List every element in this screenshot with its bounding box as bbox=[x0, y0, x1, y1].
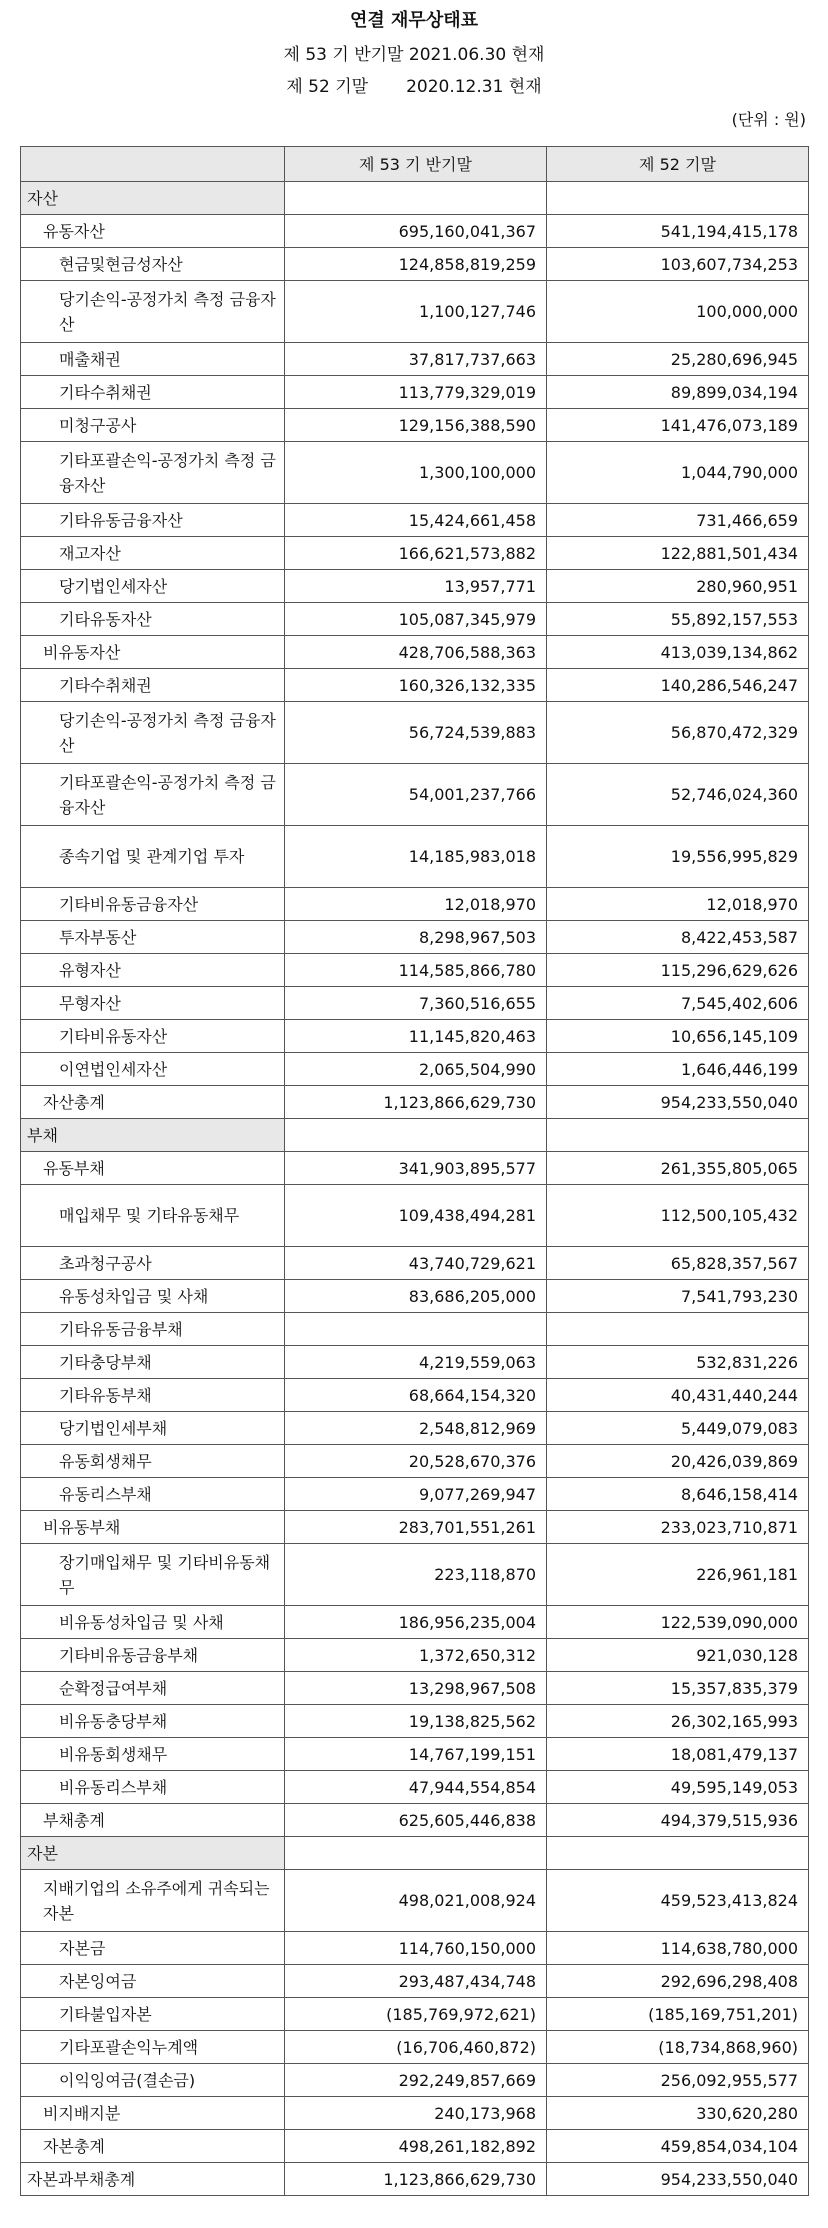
account-label: 기타비유동자산 bbox=[21, 1020, 285, 1053]
prior-period-value: 256,092,955,577 bbox=[547, 2064, 809, 2097]
prior-period-value: 122,881,501,434 bbox=[547, 537, 809, 570]
current-period-value: 113,779,329,019 bbox=[285, 376, 547, 409]
current-period-value: 625,605,446,838 bbox=[285, 1804, 547, 1837]
current-period-value bbox=[285, 182, 547, 215]
account-label: 장기매입채무 및 기타비유동채무 bbox=[21, 1544, 285, 1606]
account-label: 기타비유동금융자산 bbox=[21, 888, 285, 921]
current-period-value: 68,664,154,320 bbox=[285, 1379, 547, 1412]
prior-period-value: (185,169,751,201) bbox=[547, 1998, 809, 2031]
account-label: 유동성차입금 및 사채 bbox=[21, 1280, 285, 1313]
table-row bbox=[21, 1412, 809, 1445]
current-period-value bbox=[285, 1837, 547, 1870]
prior-period-value: 541,194,415,178 bbox=[547, 215, 809, 248]
account-label: 매입채무 및 기타유동채무 bbox=[21, 1185, 285, 1247]
table-row bbox=[21, 281, 809, 343]
prior-period-value: 40,431,440,244 bbox=[547, 1379, 809, 1412]
account-label: 순확정급여부채 bbox=[21, 1672, 285, 1705]
account-label: 부채총계 bbox=[21, 1804, 285, 1837]
prior-period-value: 7,541,793,230 bbox=[547, 1280, 809, 1313]
current-period-value: 105,087,345,979 bbox=[285, 603, 547, 636]
current-period-value: 13,957,771 bbox=[285, 570, 547, 603]
current-period-value: 14,185,983,018 bbox=[285, 826, 547, 888]
account-label: 유동회생채무 bbox=[21, 1445, 285, 1478]
current-period-value: 1,300,100,000 bbox=[285, 442, 547, 504]
account-label: 미청구공사 bbox=[21, 409, 285, 442]
table-row bbox=[21, 921, 809, 954]
prior-period-date: 2020.12.31 현재 bbox=[406, 77, 542, 97]
table-row bbox=[21, 537, 809, 570]
current-period-value: 1,372,650,312 bbox=[285, 1639, 547, 1672]
account-label: 비유동회생채무 bbox=[21, 1738, 285, 1771]
current-period-value: 20,528,670,376 bbox=[285, 1445, 547, 1478]
prior-period-value: 233,023,710,871 bbox=[547, 1511, 809, 1544]
current-period-value: 15,424,661,458 bbox=[285, 504, 547, 537]
current-period-value: 9,077,269,947 bbox=[285, 1478, 547, 1511]
account-label: 비유동자산 bbox=[21, 636, 285, 669]
current-period-value: 83,686,205,000 bbox=[285, 1280, 547, 1313]
account-label: 부채 bbox=[21, 1119, 285, 1152]
table-row bbox=[21, 1998, 809, 2031]
table-row bbox=[21, 2097, 809, 2130]
account-label: 당기법인세부채 bbox=[21, 1412, 285, 1445]
prior-period-value: 26,302,165,993 bbox=[547, 1705, 809, 1738]
account-label: 기타포괄손익누계액 bbox=[21, 2031, 285, 2064]
current-period-value: 47,944,554,854 bbox=[285, 1771, 547, 1804]
current-period-value: 8,298,967,503 bbox=[285, 921, 547, 954]
prior-period-value: 140,286,546,247 bbox=[547, 669, 809, 702]
table-row bbox=[21, 2031, 809, 2064]
current-period-value: 428,706,588,363 bbox=[285, 636, 547, 669]
current-period-value: 14,767,199,151 bbox=[285, 1738, 547, 1771]
prior-period-value: 459,854,034,104 bbox=[547, 2130, 809, 2163]
account-label: 자산 bbox=[21, 182, 285, 215]
prior-period-value: 65,828,357,567 bbox=[547, 1247, 809, 1280]
table-row bbox=[21, 570, 809, 603]
table-row bbox=[21, 1247, 809, 1280]
current-period-value: 166,621,573,882 bbox=[285, 537, 547, 570]
table-row bbox=[21, 987, 809, 1020]
table-row bbox=[21, 1152, 809, 1185]
prior-period-value bbox=[547, 1837, 809, 1870]
account-label: 기타포괄손익-공정가치 측정 금융자산 bbox=[21, 764, 285, 826]
account-label: 자본금 bbox=[21, 1932, 285, 1965]
account-label: 유동부채 bbox=[21, 1152, 285, 1185]
table-row bbox=[21, 1119, 809, 1152]
unit-label: (단위 : 원) bbox=[731, 110, 806, 129]
prior-period-value: 103,607,734,253 bbox=[547, 248, 809, 281]
account-label: 유동리스부채 bbox=[21, 1478, 285, 1511]
account-label: 이익잉여금(결손금) bbox=[21, 2064, 285, 2097]
current-period-value: 2,548,812,969 bbox=[285, 1412, 547, 1445]
account-label: 비유동성차입금 및 사채 bbox=[21, 1606, 285, 1639]
account-label: 당기법인세자산 bbox=[21, 570, 285, 603]
table-row bbox=[21, 1804, 809, 1837]
current-period-value: 54,001,237,766 bbox=[285, 764, 547, 826]
current-period-value: 1,100,127,746 bbox=[285, 281, 547, 343]
account-label: 비유동부채 bbox=[21, 1511, 285, 1544]
account-label: 매출채권 bbox=[21, 343, 285, 376]
prior-period-value: 89,899,034,194 bbox=[547, 376, 809, 409]
table-row bbox=[21, 1280, 809, 1313]
prior-period-value: 261,355,805,065 bbox=[547, 1152, 809, 1185]
table-row bbox=[21, 1837, 809, 1870]
table-row bbox=[21, 343, 809, 376]
table-row bbox=[21, 826, 809, 888]
table-row bbox=[21, 409, 809, 442]
prior-period-value: 12,018,970 bbox=[547, 888, 809, 921]
current-period-value: 498,021,008,924 bbox=[285, 1870, 547, 1932]
table-row bbox=[21, 1544, 809, 1606]
table-row bbox=[21, 636, 809, 669]
account-label: 현금및현금성자산 bbox=[21, 248, 285, 281]
current-period-value: 129,156,388,590 bbox=[285, 409, 547, 442]
current-period-value: 7,360,516,655 bbox=[285, 987, 547, 1020]
statement-title: 연결 재무상태표 bbox=[350, 10, 478, 31]
current-period-value: 19,138,825,562 bbox=[285, 1705, 547, 1738]
current-period-value: 4,219,559,063 bbox=[285, 1346, 547, 1379]
prior-period-value: 413,039,134,862 bbox=[547, 636, 809, 669]
table-row bbox=[21, 1870, 809, 1932]
account-label: 비유동충당부채 bbox=[21, 1705, 285, 1738]
table-row bbox=[21, 1771, 809, 1804]
prior-period-value: 459,523,413,824 bbox=[547, 1870, 809, 1932]
prior-period-value: 25,280,696,945 bbox=[547, 343, 809, 376]
table-row bbox=[21, 1478, 809, 1511]
table-row bbox=[21, 954, 809, 987]
account-label: 자본과부채총계 bbox=[21, 2163, 285, 2196]
prior-period-value: 141,476,073,189 bbox=[547, 409, 809, 442]
current-period-value: 695,160,041,367 bbox=[285, 215, 547, 248]
account-label: 투자부동산 bbox=[21, 921, 285, 954]
account-label: 기타유동부채 bbox=[21, 1379, 285, 1412]
prior-period-value: 8,422,453,587 bbox=[547, 921, 809, 954]
table-row bbox=[21, 1511, 809, 1544]
current-period-value: 114,760,150,000 bbox=[285, 1932, 547, 1965]
account-label: 비유동리스부채 bbox=[21, 1771, 285, 1804]
current-period-value: 498,261,182,892 bbox=[285, 2130, 547, 2163]
prior-period-value: 1,044,790,000 bbox=[547, 442, 809, 504]
prior-period-value: 52,746,024,360 bbox=[547, 764, 809, 826]
current-period-value bbox=[285, 1313, 547, 1346]
prior-period-value bbox=[547, 1119, 809, 1152]
account-label: 비지배지분 bbox=[21, 2097, 285, 2130]
current-period-value: 292,249,857,669 bbox=[285, 2064, 547, 2097]
current-period-value: 2,065,504,990 bbox=[285, 1053, 547, 1086]
prior-period-value: 100,000,000 bbox=[547, 281, 809, 343]
account-label: 유동자산 bbox=[21, 215, 285, 248]
table-row bbox=[21, 2163, 809, 2196]
account-label: 무형자산 bbox=[21, 987, 285, 1020]
current-period-value: 283,701,551,261 bbox=[285, 1511, 547, 1544]
table-row bbox=[21, 1313, 809, 1346]
table-row bbox=[21, 1445, 809, 1478]
header-current-period: 제 53 기 반기말 bbox=[285, 147, 547, 182]
table-row bbox=[21, 1379, 809, 1412]
account-label: 기타유동금융부채 bbox=[21, 1313, 285, 1346]
table-row bbox=[21, 248, 809, 281]
balance-sheet-table bbox=[20, 146, 809, 2196]
prior-period-value: 5,449,079,083 bbox=[547, 1412, 809, 1445]
account-label: 기타포괄손익-공정가치 측정 금융자산 bbox=[21, 442, 285, 504]
prior-period-value: 226,961,181 bbox=[547, 1544, 809, 1606]
current-period-value: 160,326,132,335 bbox=[285, 669, 547, 702]
account-label: 기타불입자본 bbox=[21, 1998, 285, 2031]
table-row bbox=[21, 1932, 809, 1965]
current-period-value: 1,123,866,629,730 bbox=[285, 2163, 547, 2196]
current-period-value: 186,956,235,004 bbox=[285, 1606, 547, 1639]
prior-period-value: 532,831,226 bbox=[547, 1346, 809, 1379]
table-row bbox=[21, 1738, 809, 1771]
table-row bbox=[21, 2130, 809, 2163]
header-prior-period: 제 52 기말 bbox=[547, 147, 809, 182]
prior-period-value: 18,081,479,137 bbox=[547, 1738, 809, 1771]
account-label: 이연법인세자산 bbox=[21, 1053, 285, 1086]
prior-period-value: 56,870,472,329 bbox=[547, 702, 809, 764]
prior-period-value: 115,296,629,626 bbox=[547, 954, 809, 987]
prior-period-value: 8,646,158,414 bbox=[547, 1478, 809, 1511]
account-label: 초과청구공사 bbox=[21, 1247, 285, 1280]
account-label: 당기손익-공정가치 측정 금융자산 bbox=[21, 702, 285, 764]
table-row bbox=[21, 1965, 809, 1998]
current-period-value: (16,706,460,872) bbox=[285, 2031, 547, 2064]
prior-period-value: 731,466,659 bbox=[547, 504, 809, 537]
account-label: 자본총계 bbox=[21, 2130, 285, 2163]
current-period-value: 114,585,866,780 bbox=[285, 954, 547, 987]
prior-period-value: 122,539,090,000 bbox=[547, 1606, 809, 1639]
table-row bbox=[21, 215, 809, 248]
table-row bbox=[21, 1053, 809, 1086]
prior-period-value: 1,646,446,199 bbox=[547, 1053, 809, 1086]
current-period-value: 124,858,819,259 bbox=[285, 248, 547, 281]
table-row bbox=[21, 1606, 809, 1639]
current-period-subtitle: 제 53 기 반기말 2021.06.30 현재 bbox=[283, 45, 545, 65]
account-label: 자본 bbox=[21, 1837, 285, 1870]
current-period-value: 11,145,820,463 bbox=[285, 1020, 547, 1053]
table-row bbox=[21, 376, 809, 409]
prior-period-value: (18,734,868,960) bbox=[547, 2031, 809, 2064]
table-row bbox=[21, 1639, 809, 1672]
prior-period-value: 55,892,157,553 bbox=[547, 603, 809, 636]
table-row bbox=[21, 1672, 809, 1705]
current-period-value bbox=[285, 1119, 547, 1152]
table-row bbox=[21, 1185, 809, 1247]
table-row bbox=[21, 603, 809, 636]
prior-period-value: 49,595,149,053 bbox=[547, 1771, 809, 1804]
table-row bbox=[21, 2064, 809, 2097]
current-period-value: (185,769,972,621) bbox=[285, 1998, 547, 2031]
current-period-value: 37,817,737,663 bbox=[285, 343, 547, 376]
prior-period-value: 292,696,298,408 bbox=[547, 1965, 809, 1998]
table-row bbox=[21, 669, 809, 702]
prior-period-value: 921,030,128 bbox=[547, 1639, 809, 1672]
account-label: 자산총계 bbox=[21, 1086, 285, 1119]
prior-period-value: 15,357,835,379 bbox=[547, 1672, 809, 1705]
account-label: 유형자산 bbox=[21, 954, 285, 987]
account-label: 기타수취채권 bbox=[21, 669, 285, 702]
prior-period-value: 330,620,280 bbox=[547, 2097, 809, 2130]
account-label: 재고자산 bbox=[21, 537, 285, 570]
prior-period-value: 494,379,515,936 bbox=[547, 1804, 809, 1837]
account-label: 당기손익-공정가치 측정 금융자산 bbox=[21, 281, 285, 343]
prior-period-value: 112,500,105,432 bbox=[547, 1185, 809, 1247]
table-row bbox=[21, 1086, 809, 1119]
prior-period-value: 114,638,780,000 bbox=[547, 1932, 809, 1965]
current-period-value: 293,487,434,748 bbox=[285, 1965, 547, 1998]
prior-period-value: 7,545,402,606 bbox=[547, 987, 809, 1020]
current-period-value: 12,018,970 bbox=[285, 888, 547, 921]
prior-period-value bbox=[547, 182, 809, 215]
prior-period-value bbox=[547, 1313, 809, 1346]
account-label: 종속기업 및 관계기업 투자 bbox=[21, 826, 285, 888]
current-period-value: 1,123,866,629,730 bbox=[285, 1086, 547, 1119]
table-body bbox=[21, 182, 809, 2196]
account-label: 기타유동자산 bbox=[21, 603, 285, 636]
current-period-value: 13,298,967,508 bbox=[285, 1672, 547, 1705]
account-label: 기타유동금융자산 bbox=[21, 504, 285, 537]
current-period-value: 43,740,729,621 bbox=[285, 1247, 547, 1280]
current-period-value: 223,118,870 bbox=[285, 1544, 547, 1606]
current-period-value: 109,438,494,281 bbox=[285, 1185, 547, 1247]
table-row bbox=[21, 182, 809, 215]
account-label: 기타수취채권 bbox=[21, 376, 285, 409]
account-label: 기타충당부채 bbox=[21, 1346, 285, 1379]
table-row bbox=[21, 1346, 809, 1379]
prior-period-label: 제 52 기말 bbox=[286, 77, 369, 97]
table-row bbox=[21, 888, 809, 921]
account-label: 기타비유동금융부채 bbox=[21, 1639, 285, 1672]
table-row bbox=[21, 1705, 809, 1738]
prior-period-value: 954,233,550,040 bbox=[547, 1086, 809, 1119]
table-row bbox=[21, 764, 809, 826]
prior-period-value: 280,960,951 bbox=[547, 570, 809, 603]
current-period-value: 341,903,895,577 bbox=[285, 1152, 547, 1185]
prior-period-value: 954,233,550,040 bbox=[547, 2163, 809, 2196]
current-period-value: 56,724,539,883 bbox=[285, 702, 547, 764]
prior-period-value: 19,556,995,829 bbox=[547, 826, 809, 888]
account-label: 자본잉여금 bbox=[21, 1965, 285, 1998]
prior-period-subtitle bbox=[0, 76, 828, 98]
table-row bbox=[21, 702, 809, 764]
header-account bbox=[21, 147, 285, 182]
table-row bbox=[21, 442, 809, 504]
table-row bbox=[21, 504, 809, 537]
table-row bbox=[21, 1020, 809, 1053]
current-period-value: 240,173,968 bbox=[285, 2097, 547, 2130]
prior-period-value: 20,426,039,869 bbox=[547, 1445, 809, 1478]
prior-period-value: 10,656,145,109 bbox=[547, 1020, 809, 1053]
table-header-row bbox=[21, 147, 809, 182]
account-label: 지배기업의 소유주에게 귀속되는 자본 bbox=[21, 1870, 285, 1932]
